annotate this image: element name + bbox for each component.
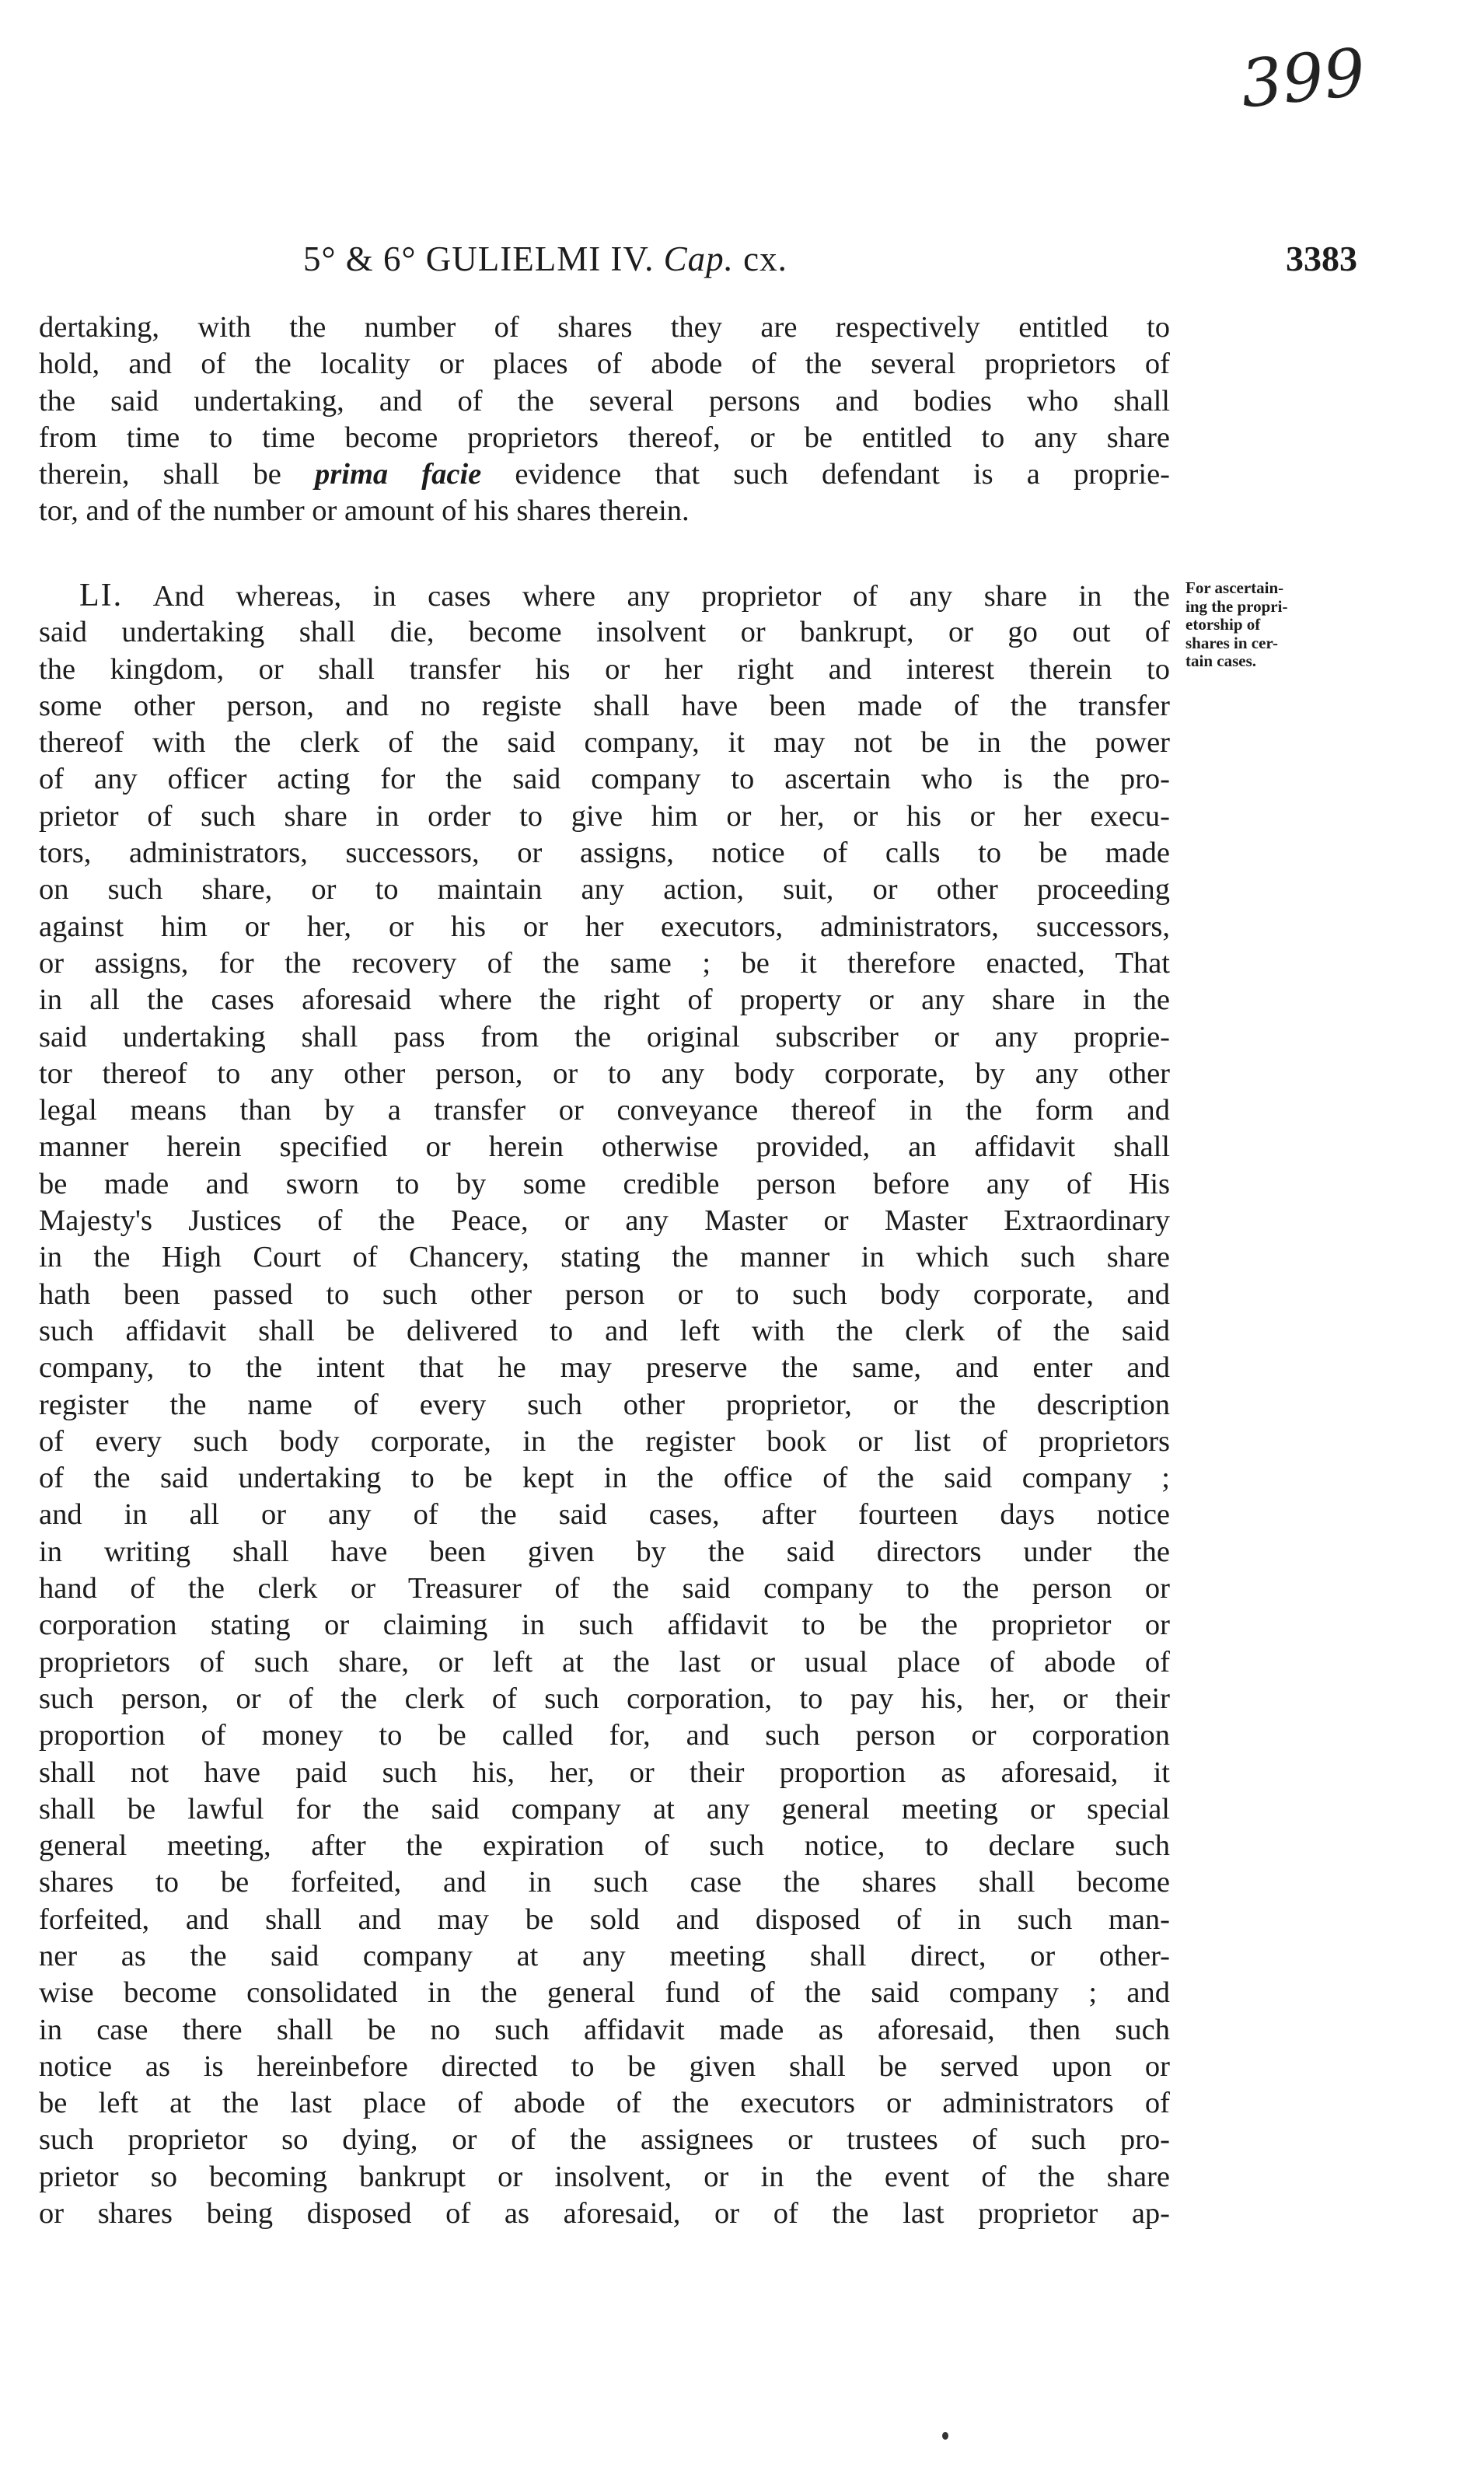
- section-number: LI.: [79, 578, 124, 613]
- paragraph-continuation: [39, 309, 1170, 530]
- text-line: the said undertaking, and of the several persons and bodies who shall: [39, 384, 1170, 417]
- text-line: such proprietor so dying, or of the assignees or trustees of such pro-: [39, 2123, 1170, 2157]
- text-line: some other person, and no registe shall have been made of the transfer: [39, 689, 1170, 722]
- text-line: in writing shall have been given by the said directors under the: [39, 1535, 1170, 1568]
- text-line: tor thereof to any other person, or to any body corporate, by any other: [39, 1057, 1170, 1090]
- text-line: against him or her, or his or her executors, administrators, successors,: [39, 910, 1170, 943]
- text-line: of every such body corporate, in the register book or list of proprietors: [39, 1424, 1170, 1458]
- text-line: or assigns, for the recovery of the same ; be it therefore enacted, That: [39, 946, 1170, 980]
- running-head-title: 5° & 6° GULIELMI IV. Cap. cx.: [303, 239, 787, 278]
- text-line: company, to the intent that he may preserve the same, and enter and: [39, 1351, 1170, 1385]
- text-line: such affidavit shall be delivered to and left with the clerk of the said: [39, 1314, 1170, 1347]
- text-line: manner herein specified or herein otherwise provided, an affidavit shall: [39, 1130, 1170, 1164]
- page-number: 3383: [1286, 239, 1357, 278]
- text-line: in the High Court of Chancery, stating the manner in which such share: [39, 1241, 1170, 1274]
- section-li-paragraph: [39, 578, 1170, 2232]
- text-line: legal means than by a transfer or conveyance thereof in the form and: [39, 1094, 1170, 1127]
- marginal-note-line: ing the propri-: [1185, 596, 1288, 616]
- text-line: shares to be forfeited, and in such case the shares shall become: [39, 1866, 1170, 1899]
- text-line: such person, or of the clerk of such corporation, to pay his, her, or their: [39, 1682, 1170, 1715]
- text-line: dertaking, with the number of shares they are respectively entitled to: [39, 311, 1170, 344]
- marginal-note: [1185, 579, 1353, 671]
- ink-speck: [942, 2432, 948, 2440]
- text-line: therein, shall be prima facie evidence that such defendant is a proprie-: [39, 458, 1170, 491]
- text-line: shall not have paid such his, her, or their proportion as aforesaid, it: [39, 1756, 1170, 1789]
- text-line: prietor of such share in order to give him or her, or his or her execu-: [39, 799, 1170, 833]
- marginal-note-line: etorship of: [1185, 615, 1261, 634]
- text-line: prietor so becoming bankrupt or insolvent, or in the event of the share: [39, 2160, 1170, 2193]
- text-line: wise become consolidated in the general fund of the said company ; and: [39, 1976, 1170, 2010]
- text-line: hand of the clerk or Treasurer of the said company to the person or: [39, 1572, 1170, 1605]
- text-line: tor, and of the number or amount of his shares therein.: [39, 494, 690, 528]
- text-line: be made and sworn to by some credible person before any of His: [39, 1167, 1170, 1200]
- section-first-line: [39, 578, 1170, 614]
- text-line: tors, administrators, successors, or assigns, notice of calls to be made: [39, 837, 1170, 870]
- marginal-note-line: For ascertain-: [1185, 578, 1284, 597]
- text-line: hold, and of the locality or places of abode of the several proprietors of: [39, 348, 1170, 381]
- text-line: from time to time become proprietors thereof, or be entitled to any share: [39, 421, 1170, 454]
- handwritten-folio-number: 399: [1237, 33, 1370, 123]
- text-line: ner as the said company at any meeting shall direct, or other-: [39, 1939, 1170, 1972]
- marginal-note-line: shares in cer-: [1185, 633, 1278, 652]
- text-line: thereof with the clerk of the said company, it may not be in the power: [39, 726, 1170, 760]
- text-line: general meeting, after the expiration of such notice, to declare such: [39, 1829, 1170, 1863]
- section-lines: [39, 614, 1170, 2232]
- text-line: the kingdom, or shall transfer his or her right and interest therein to: [39, 652, 1170, 686]
- text-line: said undertaking shall pass from the original subscriber or any proprie-: [39, 1020, 1170, 1053]
- text-line: forfeited, and shall and may be sold and disposed of in such man-: [39, 1902, 1170, 1936]
- text-line: Majesty's Justices of the Peace, or any Master or Master Extraordinary: [39, 1204, 1170, 1238]
- text-line: proprietors of such share, or left at the last or usual place of abode of: [39, 1645, 1170, 1679]
- text-line: corporation stating or claiming in such affidavit to be the proprietor or: [39, 1609, 1170, 1642]
- text-line: in all the cases aforesaid where the right of property or any share in the: [39, 983, 1170, 1017]
- text-line: be left at the last place of abode of the executors or administrators of: [39, 2087, 1170, 2120]
- marginal-note-line: tain cases.: [1185, 652, 1256, 670]
- italic-phrase: prima facie: [315, 458, 482, 491]
- section-first-line-text: And whereas, in cases where any proprietor of any share in the: [152, 580, 1170, 613]
- text-line: register the name of every such other proprietor, or the description: [39, 1388, 1170, 1421]
- text-line: notice as is hereinbefore directed to be given shall be served upon or: [39, 2049, 1170, 2083]
- chapter-abbrev: Cap.: [663, 239, 734, 278]
- text-line: on such share, or to maintain any action, suit, or other proceeding: [39, 873, 1170, 907]
- text-line: of any officer acting for the said company to ascertain who is the pro-: [39, 763, 1170, 796]
- text-line: proportion of money to be called for, and such person or corporation: [39, 1719, 1170, 1752]
- text-line: or shares being disposed of as aforesaid, or of the last proprietor ap-: [39, 2197, 1170, 2231]
- text-line: of the said undertaking to be kept in the office of the said company ;: [39, 1462, 1170, 1495]
- text-line: said undertaking shall die, become insolvent or bankrupt, or go out of: [39, 616, 1170, 649]
- text-line: shall be lawful for the said company at any general meeting or special: [39, 1792, 1170, 1825]
- text-line: in case there shall be no such affidavit made as aforesaid, then such: [39, 2013, 1170, 2046]
- text-line: and in all or any of the said cases, after fourteen days notice: [39, 1498, 1170, 1532]
- text-line: hath been passed to such other person or to such body corporate, and: [39, 1277, 1170, 1311]
